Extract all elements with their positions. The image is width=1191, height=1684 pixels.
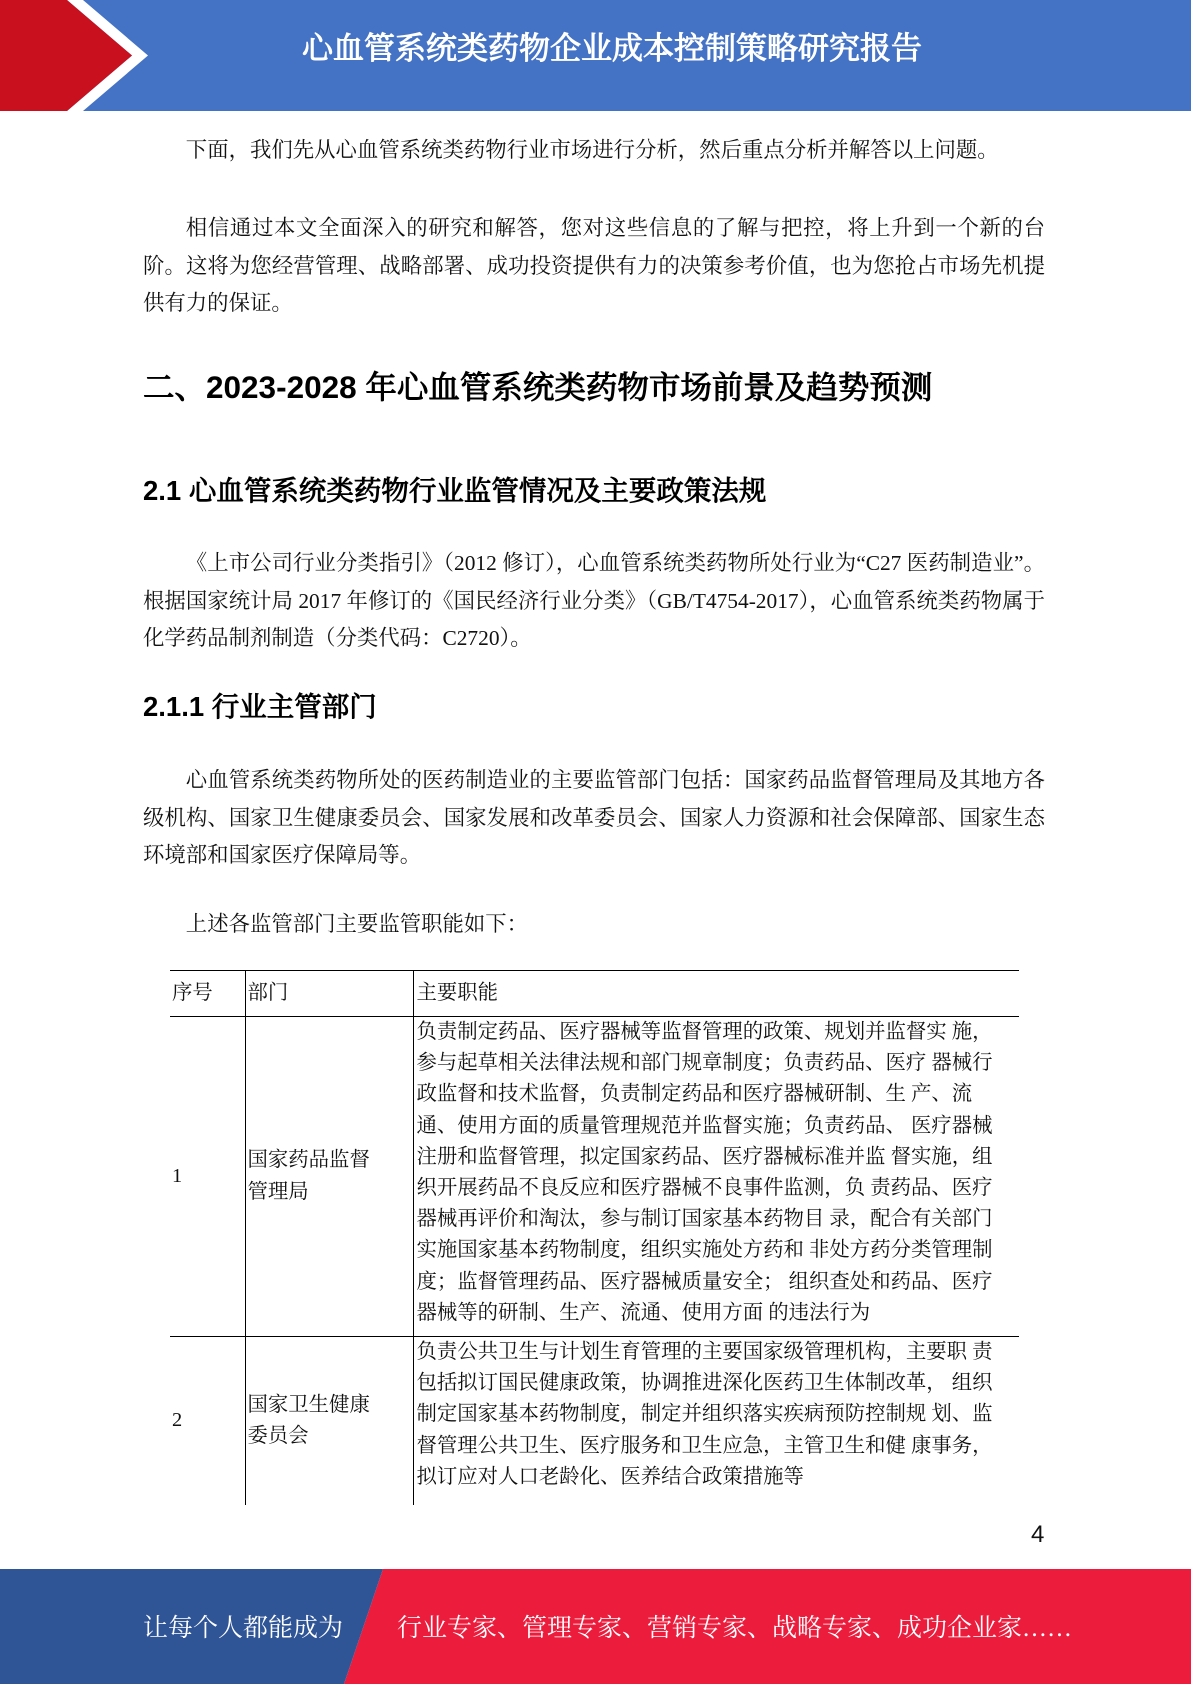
- table-row: [170, 1337, 1019, 1505]
- column-header-duties: 主要职能: [413, 971, 1019, 1017]
- duty-line: 包括拟订国民健康政策，协调推进深化医药卫生体制改革， 组织: [416, 1372, 993, 1395]
- duty-line: 负责公共卫生与计划生育管理的主要国家级管理机构，主要职 责: [416, 1341, 993, 1363]
- paragraph-table-intro: 上述各监管部门主要监管职能如下：: [185, 912, 529, 936]
- report-title: 心血管系统类药物企业成本控制策略研究报告: [302, 31, 922, 66]
- duty-line: 器械再评价和淘汰，参与制订国家基本药物目 录，配合有关部门: [416, 1208, 993, 1231]
- duty-line: 通、使用方面的质量管理规范并监督实施；负责药品、 医疗器械: [416, 1114, 993, 1137]
- department-name: 国家卫生健康委员会: [247, 1393, 370, 1447]
- duty-line: 织开展药品不良反应和医疗器械不良事件监测，负 责药品、医疗: [416, 1177, 993, 1200]
- department-cell: [245, 1017, 413, 1337]
- column-header-no: 序号: [170, 971, 245, 1017]
- duty-line: 拟订应对人口老龄化、医养结合政策措施等: [416, 1465, 804, 1488]
- row-number: 1: [170, 1017, 245, 1337]
- page-header: [0, 0, 1191, 111]
- department-name: 国家药品监督管理局: [247, 1149, 370, 1203]
- duty-line: 制定国家基本药物制度，制定并组织落实疾病预防控制规 划、监: [416, 1403, 993, 1426]
- subsubsection-heading: 2.1.1 行业主管部门: [143, 691, 377, 722]
- subsection-heading: 2.1 心血管系统类药物行业监管情况及主要政策法规: [143, 475, 767, 506]
- department-cell: [245, 1337, 413, 1505]
- duty-line: 注册和监督管理，拟定国家药品、医疗器械标准并监 督实施，组: [416, 1145, 993, 1168]
- paragraph-intro: 下面，我们先从心血管系统类药物行业市场进行分析，然后重点分析并解答以上问题。: [185, 138, 999, 162]
- duties-cell: [413, 1337, 1019, 1505]
- row-number: 2: [172, 1409, 183, 1432]
- page-number: 4: [1031, 1521, 1045, 1548]
- duty-line: 督管理公共卫生、医疗服务和卫生应急，主管卫生和健 康事务，: [416, 1434, 993, 1457]
- duty-line: 实施国家基本药物制度，组织实施处方药和 非处方药分类管理制: [416, 1239, 993, 1262]
- paragraph-industry-classification: 《上市公司行业分类指引》（2012 修订），心血管系统类药物所处行业为“C27 医药制造业”。根据国家统计局 2017 年修订的《国民经济行业分类》（GB/T4754-2017），心血管系统类药物属于化学药品制剂制造（分类代码：C2720）。: [143, 551, 1045, 651]
- duties-cell: [413, 1017, 1019, 1337]
- duty-line: 政监督和技术监督，负责制定药品和医疗器械研制、生 产、流: [416, 1083, 973, 1106]
- table-header-row: [170, 971, 1019, 1017]
- duty-line: 度；监督管理药品、医疗器械质量安全； 组织查处和药品、医疗: [416, 1270, 993, 1293]
- column-header-department: 部门: [245, 971, 413, 1017]
- duty-line: 器械等的研制、生产、流通、使用方面 的违法行为: [416, 1301, 871, 1324]
- footer-slogan-left: 让每个人都能成为: [143, 1615, 344, 1642]
- page-footer: [0, 1569, 1191, 1684]
- duty-line: 负责制定药品、医疗器械等监督管理的政策、规划并监督实 施，: [416, 1021, 993, 1043]
- table-row: [170, 1017, 1019, 1337]
- paragraph-regulators: 心血管系统类药物所处的医药制造业的主要监管部门包括：国家药品监督管理局及其地方各级机构、国家卫生健康委员会、国家发展和改革委员会、国家人力资源和社会保障部、国家生态环境部和国家医疗保障局等。: [143, 768, 1045, 868]
- paragraph-value: 相信通过本文全面深入的研究和解答，您对这些信息的了解与把控，将上升到一个新的台阶。这将为您经营管理、战略部署、成功投资提供有力的决策参考价值，也为您抢占市场先机提供有力的保证。: [143, 216, 1045, 316]
- regulator-duties-table: [170, 970, 1019, 1505]
- duty-line: 参与起草相关法律法规和部门规章制度；负责药品、医疗 器械行: [416, 1052, 993, 1075]
- footer-slogan-right: 行业专家、管理专家、营销专家、战略专家、成功企业家……: [397, 1615, 1073, 1642]
- section-heading: 二、2023-2028 年心血管系统类药物市场前景及趋势预测: [143, 369, 933, 405]
